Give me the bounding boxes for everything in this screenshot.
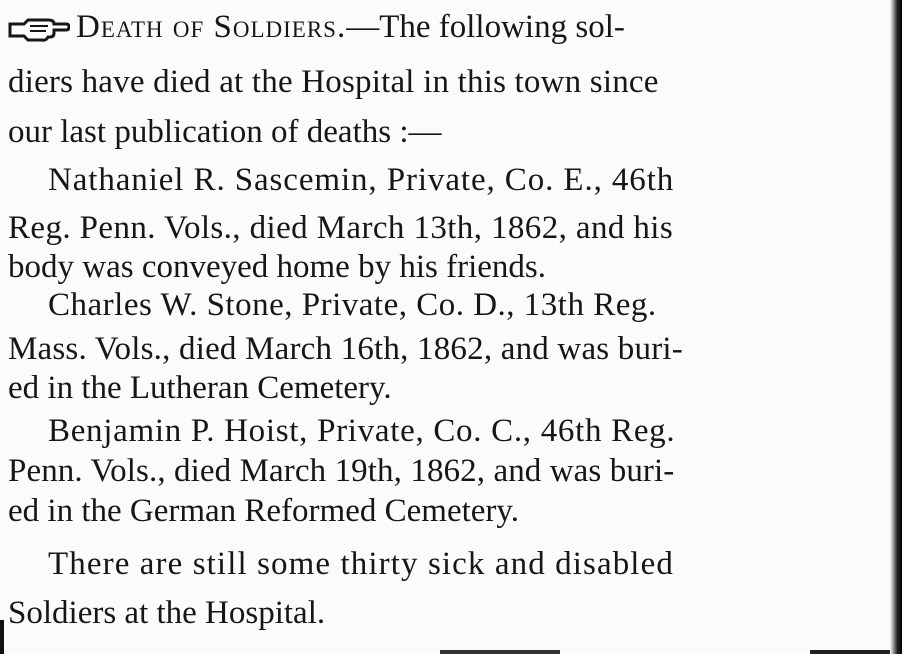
text-line-11: ed in the German Reformed Cemetery. (8, 493, 520, 529)
text-line-13: Soldiers at the Hospital. (8, 595, 326, 631)
bottom-right-edge-mark (810, 650, 890, 654)
text-line-9: Benjamin P. Hoist, Private, Co. C., 46th Reg. (48, 413, 676, 449)
text-line-12: There are still some thirty sick and disabled (48, 546, 674, 582)
headline (8, 6, 625, 48)
text-line-7: Mass. Vols., died March 16th, 1862, and was buri- (8, 331, 683, 367)
pointing-hand-icon (8, 14, 70, 44)
right-edge-shadow (890, 0, 902, 654)
headline-lead: —The following sol- (346, 9, 625, 45)
text-line-10: Penn. Vols., died March 19th, 1862, and was buri- (8, 453, 675, 489)
text-line-1: diers have died at the Hospital in this town since (8, 64, 659, 100)
text-line-5: body was conveyed home by his friends. (8, 249, 546, 285)
text-line-2: our last publication of deaths :— (8, 114, 442, 150)
text-line-4: Reg. Penn. Vols., died March 13th, 1862, and his (8, 210, 674, 246)
headline-title: Death of Soldiers. (76, 9, 347, 45)
bottom-edge-mark (440, 650, 560, 654)
text-line-3: Nathaniel R. Sascemin, Private, Co. E., 46th (48, 162, 675, 198)
left-edge-mark (0, 620, 4, 654)
text-line-6: Charles W. Stone, Private, Co. D., 13th Reg. (48, 287, 657, 323)
text-line-8: ed in the Lutheran Cemetery. (8, 370, 392, 406)
